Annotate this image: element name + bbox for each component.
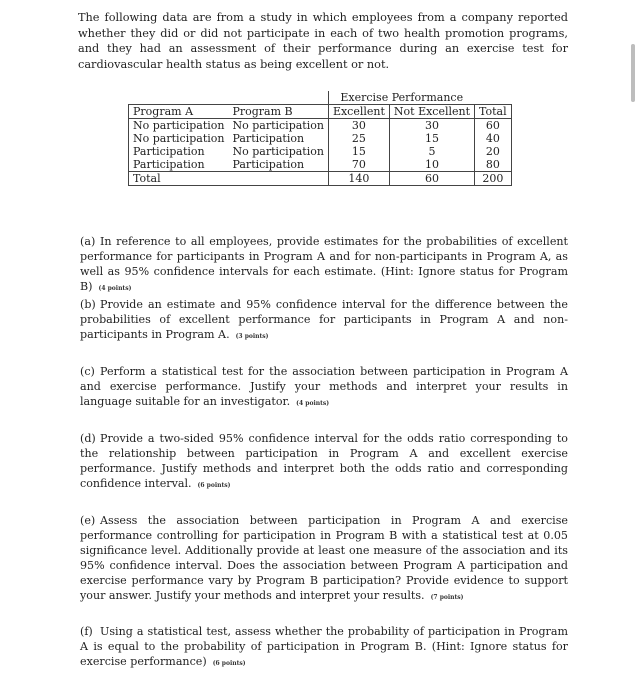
col-header: Excellent	[328, 105, 389, 119]
table-cell: 10	[389, 158, 474, 172]
table-cell: Participation	[129, 158, 229, 172]
table-cell: 200	[475, 172, 512, 186]
question-text: Assess the association between participation in Program A and exercise performance controlling for participation in Program B with a statistical test at 0.05 significance level. Additionally provide at least one measure of the association and its 95% confidence interval. Does the association between Program A participation and exercise performance vary by Program B participation? Provide evidence to support your answer. Justify your methods and interpret your results.	[80, 514, 568, 602]
points-label: (7 points)	[430, 594, 464, 601]
table-cell: Participation	[228, 158, 328, 172]
points-label: (3 points)	[235, 333, 269, 340]
question-text: Provide an estimate and 95% confidence interval for the difference between the probabilities of excellent performance for participants in Program A and non-participants in Program A.	[80, 298, 568, 341]
question-b	[80, 297, 568, 344]
table-cell: No participation	[228, 145, 328, 158]
table-cell: 15	[389, 132, 474, 145]
group-header: Exercise Performance	[340, 91, 464, 104]
table-cell: 15	[328, 145, 389, 158]
scrollbar-thumb[interactable]	[631, 44, 635, 102]
question-label: (f)	[80, 625, 93, 638]
table-row	[129, 145, 512, 158]
question-text: Using a statistical test, assess whether the probability of participation in Program A is equal to the probability of participation in Program B. (Hint: Ignore status for exercise performance)	[80, 625, 568, 668]
table-row	[129, 158, 512, 172]
table-cell	[228, 172, 328, 186]
points-label: (6 points)	[197, 482, 231, 489]
table-cell: 30	[389, 119, 474, 133]
points-label: (4 points)	[296, 400, 330, 407]
table-cell: 5	[389, 145, 474, 158]
table-group-header-row	[129, 91, 512, 105]
col-header: Total	[475, 105, 512, 119]
table-cell: Participation	[129, 145, 229, 158]
col-header: Program A	[129, 105, 229, 119]
table-cell: No participation	[129, 119, 229, 133]
table-cell: No participation	[228, 119, 328, 133]
question-f	[80, 624, 568, 671]
points-label: (6 points)	[212, 660, 246, 667]
col-header: Program B	[228, 105, 328, 119]
table-cell: 80	[475, 158, 512, 172]
question-label: (a)	[80, 235, 96, 248]
table-cell: 30	[328, 119, 389, 133]
table-row	[129, 132, 512, 145]
question-d	[80, 431, 568, 493]
table-cell: Total	[129, 172, 229, 186]
points-label: (4 points)	[98, 285, 132, 292]
question-text: Perform a statistical test for the association between participation in Program A and exercise performance. Justify your methods and interpret your results in language suitable for an investigator.	[80, 365, 568, 408]
data-table	[128, 91, 512, 186]
question-e	[80, 513, 568, 605]
table-row	[129, 119, 512, 133]
question-a	[80, 234, 568, 296]
table-cell: 20	[475, 145, 512, 158]
question-c	[80, 364, 568, 411]
intro-paragraph: The following data are from a study in which employees from a company reported whether they did or did not participate in each of two health promotion programs, and they had an assessment of their performance during an exercise test for cardiovascular health status as being excellent or not.	[78, 11, 568, 71]
question-text: In reference to all employees, provide estimates for the probabilities of excellent performance for participants in Program A and for non-participants in Program A, as well as 95% confidence intervals for each estimate. (Hint: Ignore status for Program B)	[80, 235, 568, 293]
question-text: Provide a two-sided 95% confidence interval for the odds ratio corresponding to the relationship between participation in Program A and excellent exercise performance. Justify methods and interpret both the odds ratio and corresponding confidence interval.	[80, 432, 568, 490]
table-cell: 60	[475, 119, 512, 133]
table-cell: 140	[328, 172, 389, 186]
table-cell: 40	[475, 132, 512, 145]
question-label: (c)	[80, 365, 95, 378]
table-cell: 25	[328, 132, 389, 145]
table-header-row	[129, 105, 512, 119]
question-label: (b)	[80, 298, 96, 311]
table-cell: No participation	[129, 132, 229, 145]
table-cell: 70	[328, 158, 389, 172]
table-total-row	[129, 172, 512, 186]
col-header: Not Excellent	[389, 105, 474, 119]
question-label: (e)	[80, 514, 96, 527]
question-label: (d)	[80, 432, 96, 445]
table-cell: Participation	[228, 132, 328, 145]
table-cell: 60	[389, 172, 474, 186]
